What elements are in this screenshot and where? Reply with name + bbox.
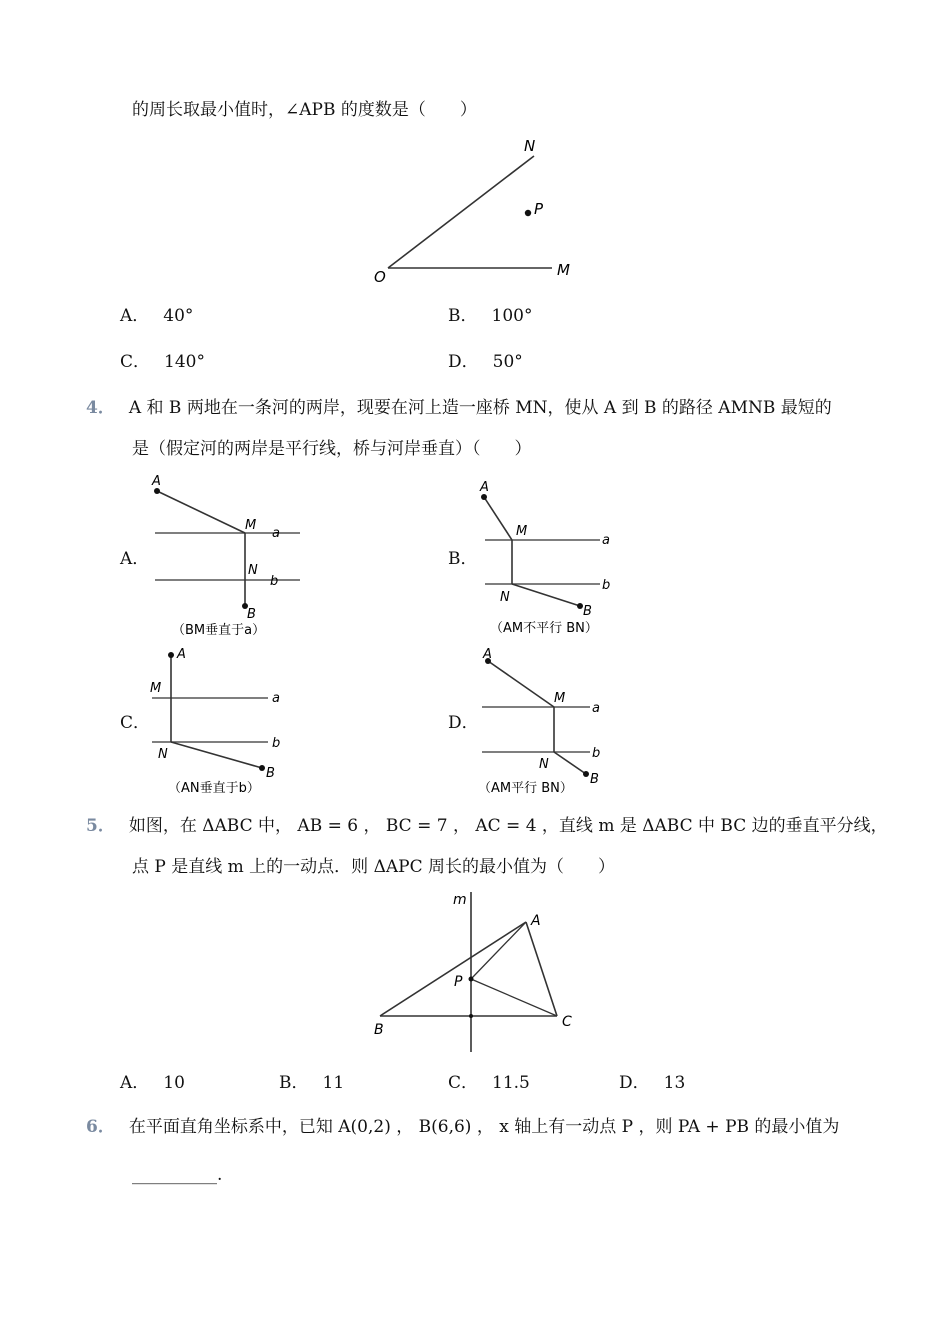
- svg-text:m: m: [453, 892, 467, 908]
- q5-triangle-figure: [360, 888, 600, 1058]
- q4-figure-c: [140, 640, 310, 800]
- svg-text:b: b: [592, 746, 601, 761]
- point-p: [525, 210, 531, 216]
- q6-stem-line1: 6． 在平面直角坐标系中，已知 A(0,2) ， B(6,6) ， x 轴上有一动点 P ，则 PA + PB 的最小值为: [86, 1117, 840, 1137]
- svg-text:b: b: [602, 578, 611, 593]
- q4-stem-line2: 是（假定河的两岸是平行线，桥与河岸垂直）（ ）: [132, 439, 532, 459]
- svg-text:N: N: [539, 757, 549, 772]
- q4-caption-c: （AN垂直于b）: [168, 781, 260, 796]
- q4-figure-d: [470, 640, 640, 800]
- q3-option-c[interactable]: C． 140°: [120, 352, 205, 372]
- svg-text:a: a: [272, 526, 280, 541]
- q6-answer-blank[interactable]: __________.: [132, 1165, 223, 1185]
- q4-option-d[interactable]: D．: [448, 713, 479, 733]
- q3-stem-tail: 的周长取最小值时，∠APB 的度数是（ ）: [132, 100, 477, 120]
- svg-text:C: C: [562, 1014, 572, 1030]
- q3-option-d[interactable]: D． 50°: [448, 352, 523, 372]
- svg-text:a: a: [592, 701, 600, 716]
- q4-caption-a: （BM垂直于a）: [172, 623, 266, 638]
- q3-option-a[interactable]: A． 40°: [120, 306, 194, 326]
- q5-option-d[interactable]: D． 13: [619, 1073, 686, 1093]
- svg-text:A: A: [480, 480, 489, 495]
- segment-pc: [471, 979, 557, 1016]
- svg-text:B: B: [374, 1022, 384, 1038]
- svg-text:N: N: [248, 563, 258, 578]
- label-m: M: [557, 261, 570, 279]
- side-ab: [380, 922, 526, 1016]
- svg-text:A: A: [531, 913, 541, 929]
- q5-option-b[interactable]: B． 11: [279, 1073, 345, 1093]
- svg-text:N: N: [158, 747, 168, 762]
- q4-caption-b: （AM不平行 BN）: [490, 621, 598, 636]
- q3-angle-figure: [360, 132, 600, 292]
- point-p: [469, 977, 474, 982]
- svg-text:A: A: [152, 474, 161, 489]
- q5-number: 5．: [86, 816, 115, 836]
- segment-pa: [471, 922, 526, 979]
- q3-option-b[interactable]: B． 100°: [448, 306, 533, 326]
- svg-text:M: M: [150, 681, 162, 696]
- svg-text:b: b: [270, 574, 279, 589]
- q4-figure-a: [140, 470, 310, 645]
- svg-text:a: a: [272, 691, 280, 706]
- svg-text:B: B: [590, 772, 599, 787]
- svg-text:A: A: [177, 647, 186, 662]
- side-ac: [526, 922, 557, 1016]
- svg-text:a: a: [602, 533, 610, 548]
- svg-text:M: M: [245, 518, 257, 533]
- svg-text:A: A: [483, 647, 492, 662]
- svg-text:N: N: [500, 590, 510, 605]
- svg-text:P: P: [454, 974, 463, 990]
- svg-text:M: M: [516, 524, 528, 539]
- q4-option-a[interactable]: A．: [120, 549, 150, 569]
- q4-number: 4．: [86, 398, 115, 418]
- q4-option-b[interactable]: B．: [448, 549, 478, 569]
- label-o: O: [374, 268, 386, 286]
- q4-option-c[interactable]: C．: [120, 713, 151, 733]
- label-p: P: [534, 200, 544, 218]
- ray-on: [388, 156, 534, 268]
- q5-stem-line2: 点 P 是直线 m 上的一动点．则 ΔAPC 周长的最小值为（ ）: [132, 857, 615, 877]
- q5-stem-line1: 5． 如图，在 ΔABC 中， AB = 6 ， BC = 7 ， AC = 4 ，直线 m 是 ΔABC 中 BC 边的垂直平分线，: [86, 816, 888, 836]
- label-n: N: [524, 137, 536, 155]
- svg-text:M: M: [554, 691, 566, 706]
- q5-option-c[interactable]: C． 11.5: [448, 1073, 530, 1093]
- q4-caption-d: （AM平行 BN）: [478, 781, 573, 796]
- svg-text:b: b: [272, 736, 281, 751]
- q4-stem-line1: 4． A 和 B 两地在一条河的两岸，现要在河上造一座桥 MN，使从 A 到 B 的路径 AMNB 最短的: [86, 398, 832, 418]
- q5-option-a[interactable]: A． 10: [120, 1073, 185, 1093]
- svg-text:B: B: [266, 766, 275, 781]
- q6-number: 6．: [86, 1117, 115, 1137]
- svg-text:B: B: [247, 607, 256, 622]
- svg-text:B: B: [583, 604, 592, 619]
- q4-figure-b: [470, 470, 640, 645]
